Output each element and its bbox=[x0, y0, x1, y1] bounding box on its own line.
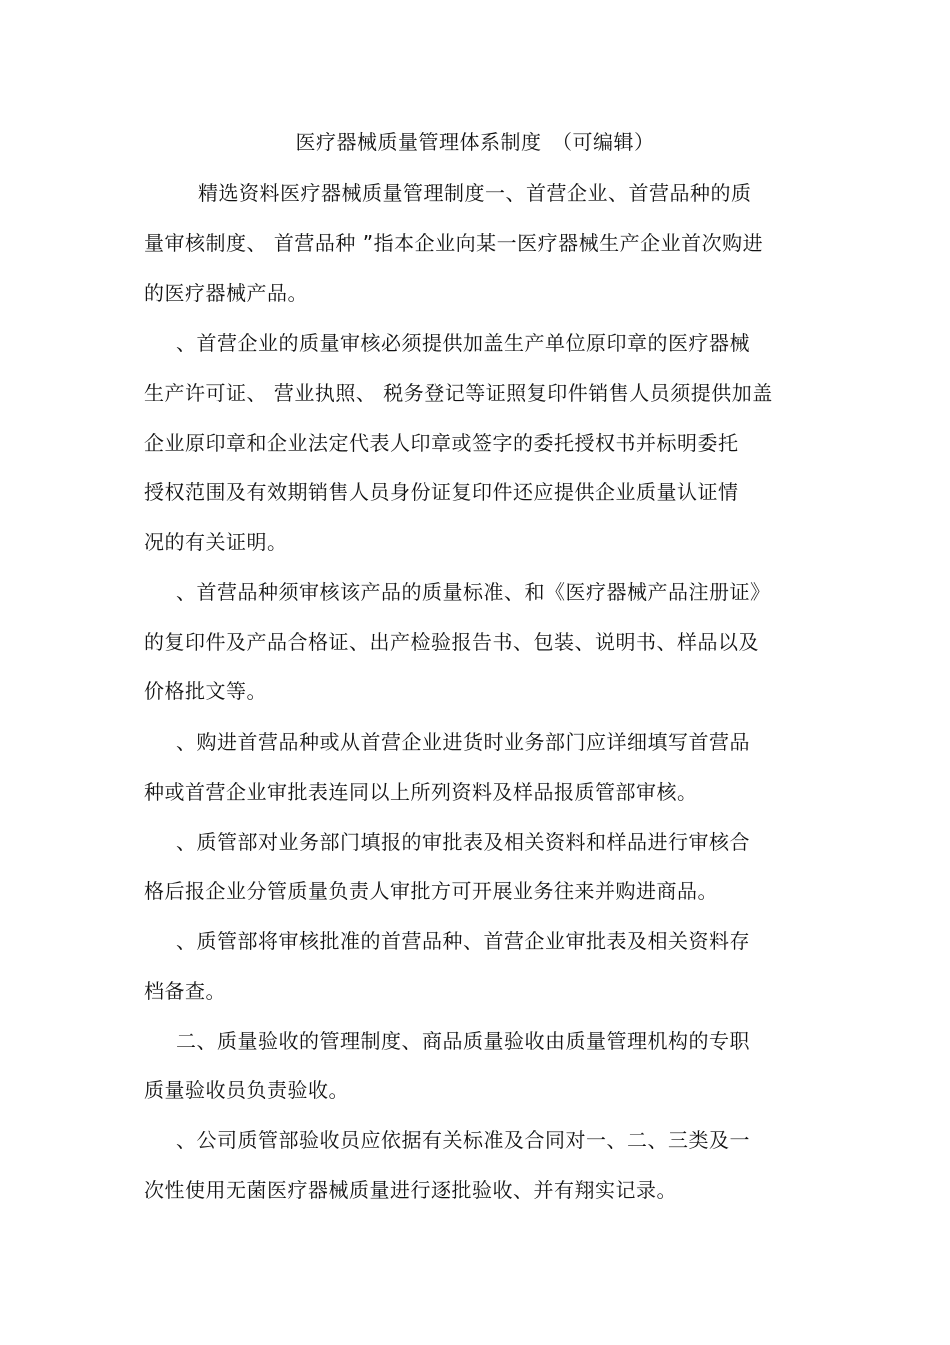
text-line: 、首营企业的质量审核必须提供加盖生产单位原印章的医疗器械 bbox=[176, 331, 750, 355]
text-line: 、公司质管部验收员应依据有关标准及合同对一、二、三类及一 bbox=[176, 1128, 750, 1152]
text-line: 、质管部将审核批准的首营品种、首营企业审批表及相关资料存 bbox=[176, 929, 750, 953]
text-line: 次性使用无菌医疗器械质量进行逐批验收、并有翔实记录。 bbox=[144, 1178, 677, 1202]
text-line: 价格批文等。 bbox=[144, 679, 267, 703]
text-line: 企业原印章和企业法定代表人印章或签字的委托授权书并标明委托 bbox=[144, 431, 739, 455]
text-line: 生产许可证、 营业执照、 税务登记等证照复印件销售人员须提供加盖 bbox=[144, 381, 773, 405]
text-line: 、质管部对业务部门填报的审批表及相关资料和样品进行审核合 bbox=[176, 830, 750, 854]
text-line: 授权范围及有效期销售人员身份证复印件还应提供企业质量认证情 bbox=[144, 480, 739, 504]
text-line: 、购进首营品种或从首营企业进货时业务部门应详细填写首营品 bbox=[176, 730, 750, 754]
text-line: 档备查。 bbox=[144, 979, 226, 1003]
text-line: 格后报企业分管质量负责人审批方可开展业务往来并购进商品。 bbox=[144, 879, 718, 903]
text-line: 量审核制度、 首营品种 ”指本企业向某一医疗器械生产企业首次购进 bbox=[144, 231, 764, 255]
text-line: 况的有关证明。 bbox=[144, 530, 288, 554]
text-line: 质量验收员负责验收。 bbox=[144, 1078, 349, 1102]
text-line: 精选资料医疗器械质量管理制度一、首营企业、首营品种的质 bbox=[198, 181, 752, 205]
text-line: 种或首营企业审批表连同以上所列资料及样品报质管部审核。 bbox=[144, 780, 698, 804]
text-line: 的医疗器械产品。 bbox=[144, 281, 308, 305]
document-title: 医疗器械质量管理体系制度 （可编辑） bbox=[295, 130, 655, 154]
text-line: 的复印件及产品合格证、出产检验报告书、包装、说明书、样品以及 bbox=[144, 630, 759, 654]
text-line: 、首营品种须审核该产品的质量标准、和《医疗器械产品注册证》 bbox=[176, 580, 771, 604]
text-line: 二、质量验收的管理制度、商品质量验收由质量管理机构的专职 bbox=[176, 1029, 750, 1053]
